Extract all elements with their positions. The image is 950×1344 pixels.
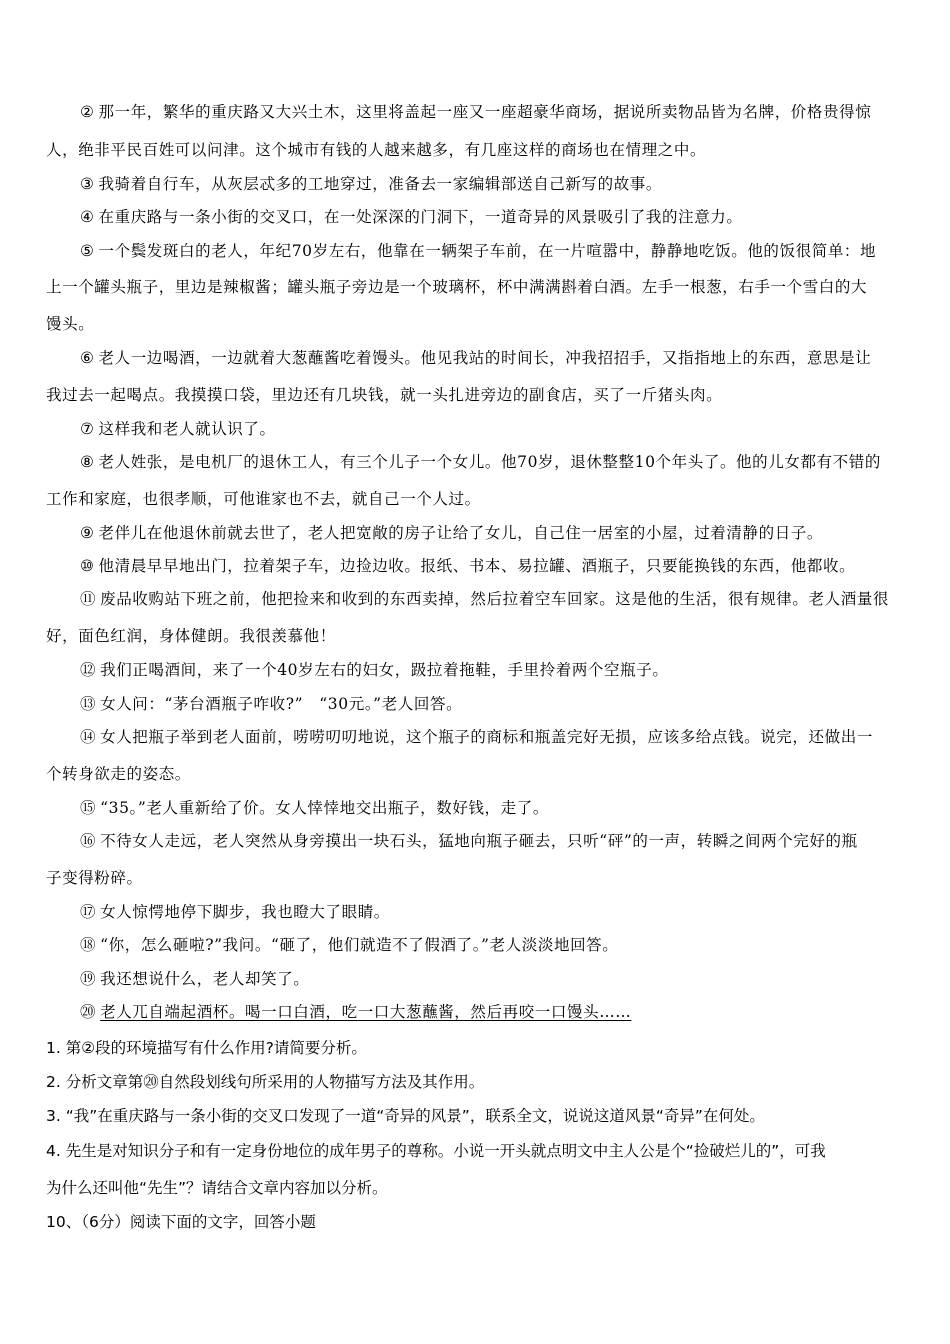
paragraph-12: ⑫ 我们正喝酒间，来了一个40岁左右的妇女，趿拉着拖鞋，手里拎着两个空瓶子。 bbox=[80, 661, 669, 679]
paragraph-2-line-2: 人，绝非平民百姓可以问津。这个城市有钱的人越来越多，有几座这样的商场也在情理之中。 bbox=[46, 141, 707, 159]
paragraph-14-line-2: 个转身欲走的姿态。 bbox=[46, 765, 191, 783]
paragraph-20-underlined: ⑳ 老人兀自端起酒杯。喝一口白酒，吃一口大葱蘸酱，然后再咬一口馒头…… bbox=[80, 1003, 632, 1021]
paragraph-7: ⑦ 这样我和老人就认识了。 bbox=[80, 420, 276, 438]
question-4-line-2: 为什么还叫他“先生”？请结合文章内容加以分析。 bbox=[46, 1179, 388, 1197]
paragraph-11-line-2: 好，面色红润，身体健朗。我很羡慕他！ bbox=[46, 627, 336, 645]
question-1: 1. 第②段的环境描写有什么作用?请简要分析。 bbox=[46, 1039, 367, 1057]
paragraph-8-line-2: 工作和家庭，也很孝顺，可他谁家也不去，就自己一个人过。 bbox=[46, 490, 481, 508]
paragraph-2-line-1: ② 那一年，繁华的重庆路又大兴土木，这里将盖起一座又一座超豪华商场，据说所卖物品皆为名牌，价格贵得惊 bbox=[80, 103, 872, 121]
paragraph-16-line-1: ⑯ 不待女人走远，老人突然从身旁摸出一块石头，猛地向瓶子砸去，只听“砰”的一声，转瞬之间两个完好的瓶 bbox=[80, 832, 858, 850]
paragraph-6-line-2: 我过去一起喝点。我摸摸口袋，里边还有几块钱，就一头扎进旁边的副食店，买了一斤猪头肉。 bbox=[46, 386, 723, 404]
paragraph-9: ⑨ 老伴儿在他退休前就去世了，老人把宽敞的房子让给了女儿，自己住一居室的小屋，过着清静的日子。 bbox=[80, 524, 824, 542]
paragraph-6-line-1: ⑥ 老人一边喝酒，一边就着大葱蘸酱吃着馒头。他见我站的时间长，冲我招招手，又指指地上的东西，意思是让 bbox=[80, 349, 872, 367]
paragraph-11-line-1: ⑪ 废品收购站下班之前，他把捡来和收到的东西卖掉，然后拉着空车回家。这是他的生活，很有规律。老人酒量很 bbox=[80, 590, 890, 608]
paragraph-3: ③ 我骑着自行车，从灰层忒多的工地穿过，准备去一家编辑部送自己新写的故事。 bbox=[80, 175, 663, 193]
question-3: 3. “我”在重庆路与一条小街的交叉口发现了一道“奇异的风景”，联系全文，说说这道风景“奇异”在何处。 bbox=[46, 1107, 765, 1125]
paragraph-17: ⑰ 女人惊愕地停下脚步，我也瞪大了眼睛。 bbox=[80, 903, 390, 921]
paragraph-5-line-2: 上一个罐头瓶子，里边是辣椒酱；罐头瓶子旁边是一个玻璃杯，杯中满满斟着白酒。左手一根葱，右手一个雪白的大 bbox=[46, 278, 868, 296]
paragraph-8-line-1: ⑧ 老人姓张，是电机厂的退休工人，有三个儿子一个女儿。他70岁，退休整整10个年头了。他的儿女都有不错的 bbox=[80, 453, 881, 471]
section-10-heading: 10、（6分）阅读下面的文字，回答小题 bbox=[46, 1213, 316, 1231]
underlined-sentence: 老人兀自端起酒杯。喝一口白酒，吃一口大葱蘸酱，然后再咬一口馒头…… bbox=[100, 1003, 632, 1021]
paragraph-5-line-1: ⑤ 一个鬓发斑白的老人，年纪70岁左右，他靠在一辆架子车前，在一片喧嚣中，静静地吃饭。他的饭很简单：地 bbox=[80, 242, 877, 260]
paragraph-4: ④ 在重庆路与一条小街的交叉口，在一处深深的门洞下，一道奇异的风景吸引了我的注意力。 bbox=[80, 208, 743, 226]
paragraph-18: ⑱ “你，怎么砸啦?”我问。“砸了，他们就造不了假酒了。”老人淡淡地回答。 bbox=[80, 936, 619, 954]
paragraph-14-line-1: ⑭ 女人把瓶子举到老人面前，唠唠叨叨地说，这个瓶子的商标和瓶盖完好无损，应该多给点钱。说完，还做出一 bbox=[80, 728, 873, 746]
paragraph-13: ⑬ 女人问：“茅台酒瓶子咋收?” “30元。”老人回答。 bbox=[80, 695, 463, 713]
paragraph-15: ⑮ “35。”老人重新给了价。女人悻悻地交出瓶子，数好钱，走了。 bbox=[80, 799, 549, 817]
question-2: 2. 分析文章第⑳自然段划线句所采用的人物描写方法及其作用。 bbox=[46, 1073, 485, 1091]
paragraph-16-line-2: 子变得粉碎。 bbox=[46, 869, 143, 887]
question-4-line-1: 4. 先生是对知识分子和有一定身份地位的成年男子的尊称。小说一开头就点明文中主人公是个“捡破烂儿的”，可我 bbox=[46, 1142, 826, 1160]
paragraph-5-line-3: 馒头。 bbox=[46, 315, 95, 333]
paragraph-19: ⑲ 我还想说什么，老人却笑了。 bbox=[80, 970, 310, 988]
paragraph-10: ⑩ 他清晨早早地出门，拉着架子车，边捡边收。报纸、书本、易拉罐、酒瓶子，只要能换钱的东西，他都收。 bbox=[80, 557, 856, 575]
